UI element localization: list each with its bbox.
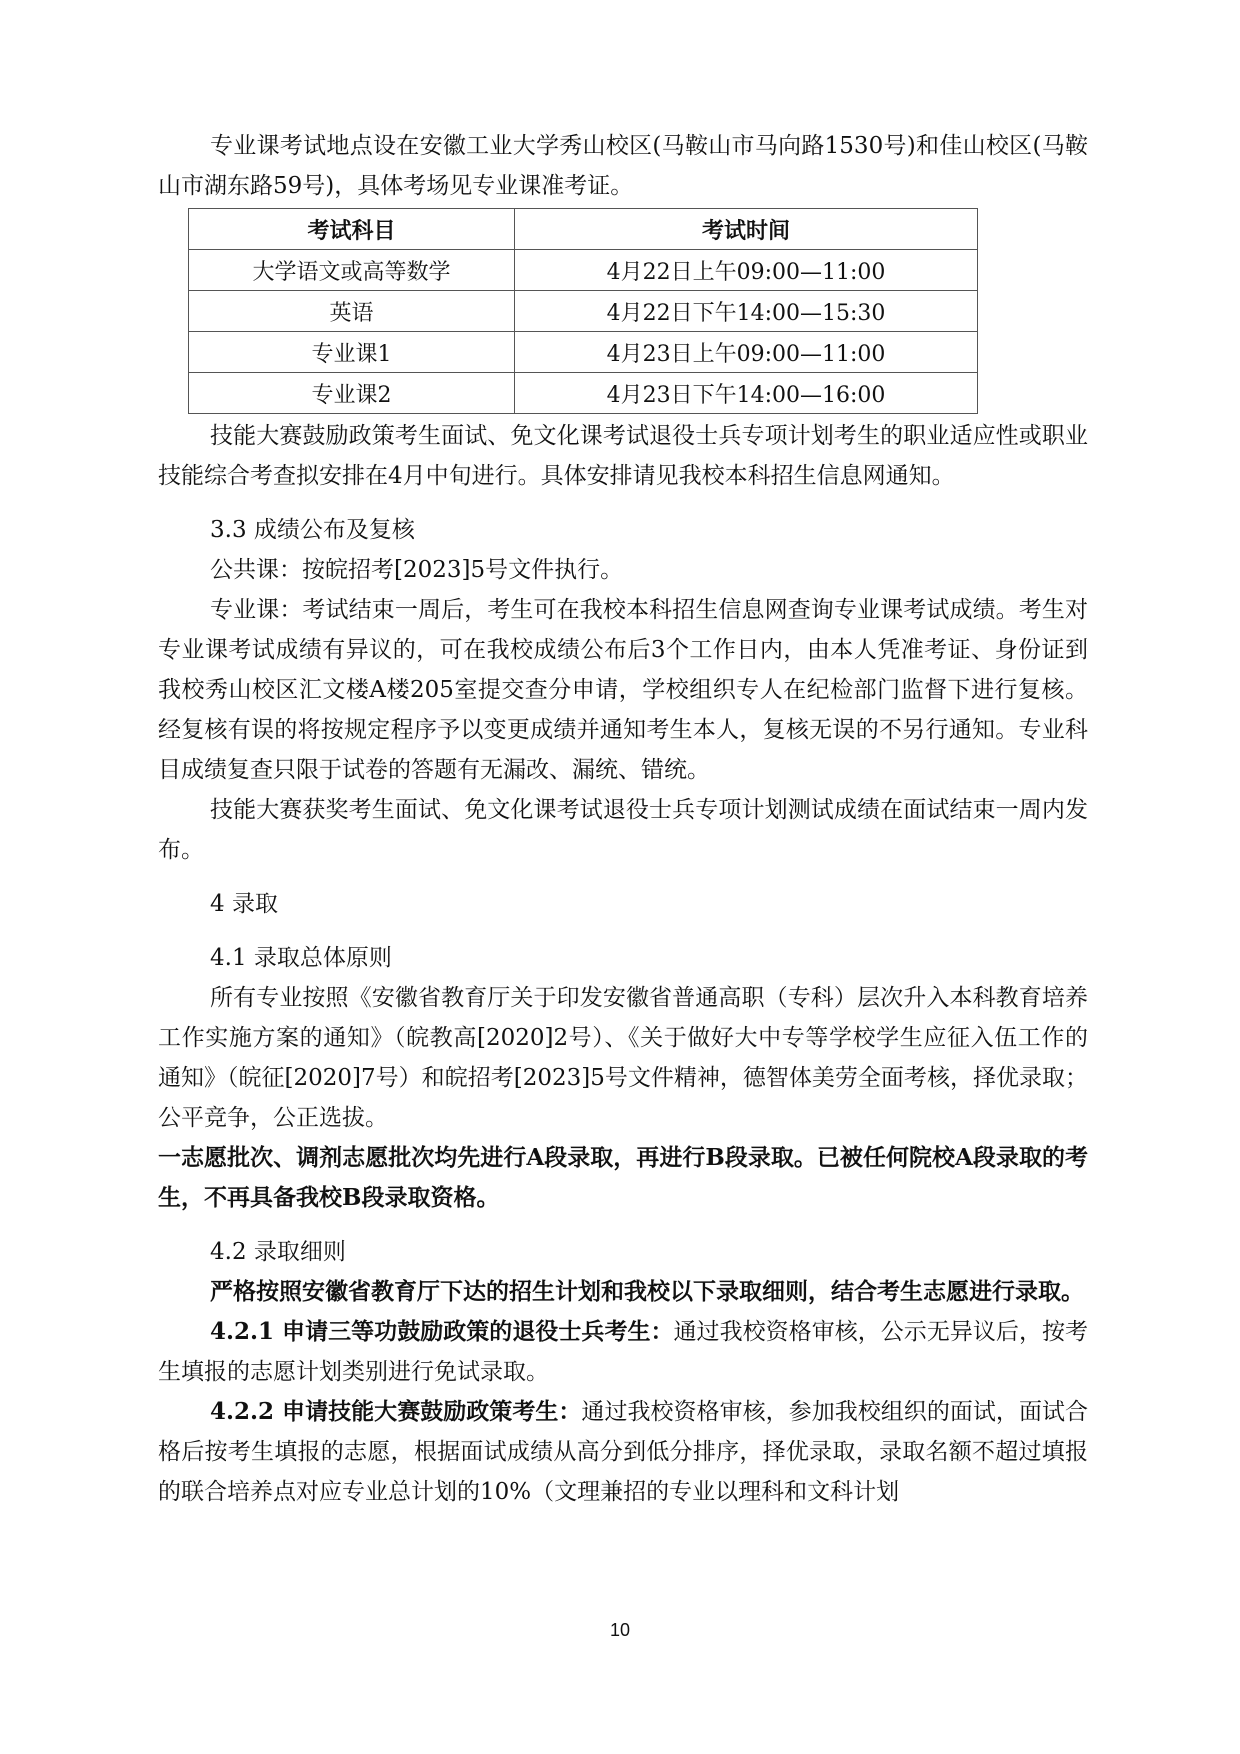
admission-rules-paragraph: 严格按照安徽省教育厅下达的招生计划和我校以下录取细则，结合考生志愿进行录取。: [210, 1278, 1084, 1305]
table-header-subject: 考试科目: [189, 209, 515, 250]
table-row: [189, 250, 978, 291]
section-4-2-1-label: 4.2.1 申请三等功鼓励政策的退役士兵考生：: [210, 1318, 674, 1345]
section-4-2-1-text: 通过我校资格审核，公示无异议后，按考生填报的志愿计划类别进行免试录取。: [158, 1319, 1088, 1385]
table-cell-time: 4月23日下午14:00—16:00: [515, 373, 978, 414]
table-cell-time: 4月23日上午09:00—11:00: [515, 332, 978, 373]
table-cell-time: 4月22日上午09:00—11:00: [515, 250, 978, 291]
page-number: 10: [609, 1620, 631, 1640]
admission-order-paragraph: 一志愿批次、调剂志愿批次均先进行A段录取，再进行B段录取。已被任何院校A段录取的考生，不再具备我校B段录取资格。: [158, 1144, 1088, 1211]
admission-principle-paragraph: 所有专业按照《安徽省教育厅关于印发安徽省普通高职（专科）层次升入本科教育培养工作实施方案的通知》（皖教高[2020]2号）、《关于做好大中专等学校学生应征入伍工作的通知》（皖征[2020]7号）和皖招考[2023]5号文件精神，德智体美劳全面考核，择优录取；公平竞争，公正选拔。: [158, 985, 1088, 1131]
table-cell-subject: 专业课1: [189, 332, 515, 373]
section-4-2-heading: 4.2 录取细则: [210, 1239, 346, 1265]
section-4-1-heading: 4.1 录取总体原则: [210, 945, 392, 971]
section-3-3-heading: 3.3 成绩公布及复核: [210, 517, 415, 543]
skills-results-paragraph: 技能大赛获奖考生面试、免文化课考试退役士兵专项计划测试成绩在面试结束一周内发布。: [158, 797, 1088, 863]
skills-assessment-paragraph: 技能大赛鼓励政策考生面试、免文化课考试退役士兵专项计划考生的职业适应性或职业技能综合考查拟安排在4月中旬进行。具体安排请见我校本科招生信息网通知。: [158, 423, 1088, 489]
table-cell-subject: 英语: [189, 291, 515, 332]
spacer: [158, 924, 1088, 938]
section-4-2-2-label: 4.2.2 申请技能大赛鼓励政策考生：: [210, 1398, 582, 1425]
section-4-2-1-paragraph: [158, 1312, 1088, 1392]
public-course-paragraph: 公共课：按皖招考[2023]5号文件执行。: [210, 557, 624, 583]
table-row: [189, 373, 978, 414]
table-row: [189, 291, 978, 332]
spacer: [158, 496, 1088, 510]
exam-location-paragraph: 专业课考试地点设在安徽工业大学秀山校区(马鞍山市马向路1530号)和佳山校区(马鞍山市湖东路59号)，具体考场见专业课准考证。: [158, 133, 1088, 199]
exam-schedule-table: [188, 208, 978, 414]
page-content: [158, 126, 1088, 1512]
spacer: [158, 1218, 1088, 1232]
table-row: [189, 332, 978, 373]
spacer: [158, 870, 1088, 884]
table-cell-subject: 专业课2: [189, 373, 515, 414]
section-4-2-2-paragraph: [158, 1392, 1088, 1512]
professional-course-paragraph: 专业课：考试结束一周后，考生可在我校本科招生信息网查询专业课考试成绩。考生对专业课考试成绩有异议的，可在我校成绩公布后3个工作日内，由本人凭准考证、身份证到我校秀山校区汇文楼A楼205室提交查分申请，学校组织专人在纪检部门监督下进行复核。经复核有误的将按规定程序予以变更成绩并通知考生本人，复核无误的不另行通知。专业科目成绩复查只限于试卷的答题有无漏改、漏统、错统。: [158, 597, 1088, 783]
section-4-2-2-text: 通过我校资格审核，参加我校组织的面试，面试合格后按考生填报的志愿，根据面试成绩从高分到低分排序，择优录取，录取名额不超过填报的联合培养点对应专业总计划的10%（文理兼招的专业以理科和文科计划: [158, 1399, 1088, 1505]
table-header-time: 考试时间: [515, 209, 978, 250]
section-4-heading: 4 录取: [210, 891, 278, 917]
table-cell-time: 4月22日下午14:00—15:30: [515, 291, 978, 332]
table-cell-subject: 大学语文或高等数学: [189, 250, 515, 291]
table-header-row: [189, 209, 978, 250]
